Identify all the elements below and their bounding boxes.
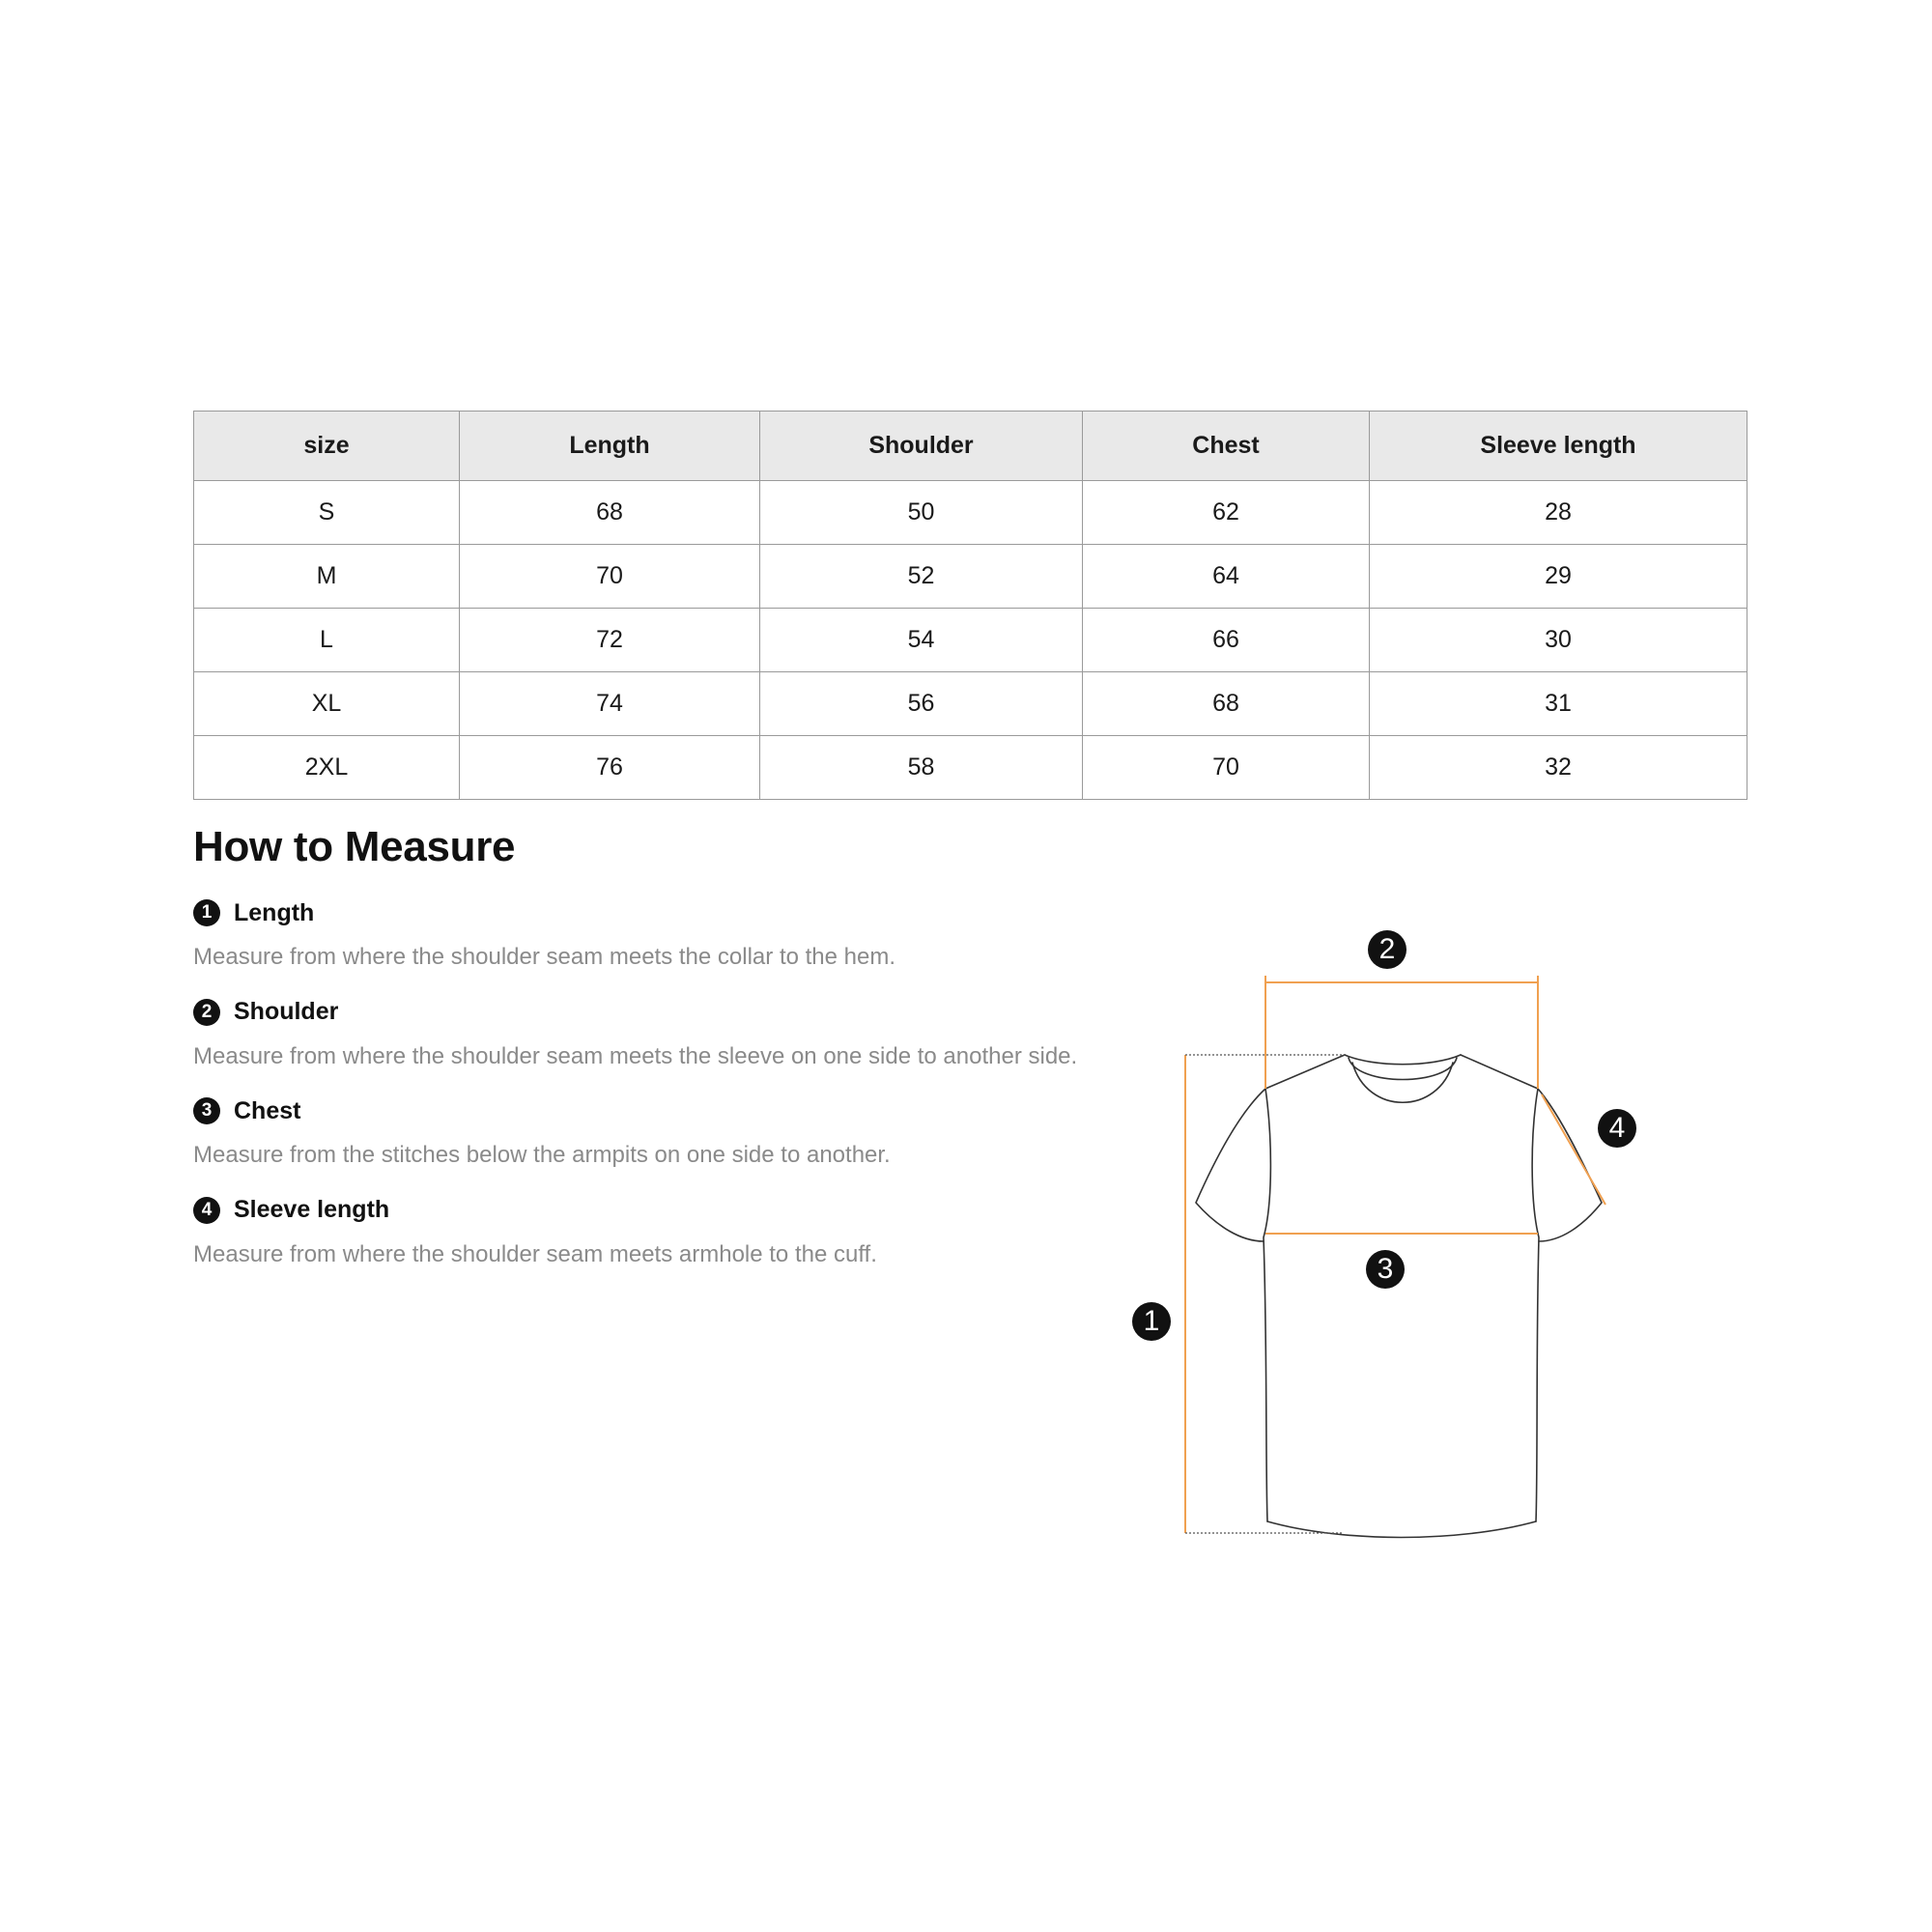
measure-item-length: [193, 894, 1159, 993]
table-row: [194, 609, 1747, 672]
measure-description: Measure from where the shoulder seam meets armhole to the cuff.: [193, 1240, 877, 1267]
number-three-icon: 3: [193, 1097, 220, 1124]
measure-name: Length: [234, 898, 315, 926]
cell-length: 68: [460, 481, 760, 545]
cell-chest: 62: [1083, 481, 1370, 545]
measure-description: Measure from where the shoulder seam meets the collar to the hem.: [193, 944, 896, 970]
cell-sleeve-length: 31: [1370, 672, 1747, 736]
measure-name: Shoulder: [234, 998, 339, 1025]
header-size: size: [194, 412, 460, 481]
measure-item-sleeve-length: [193, 1191, 1159, 1291]
marker-three-icon: 3: [1366, 1250, 1405, 1289]
measure-name: Chest: [234, 1096, 301, 1124]
cell-shoulder: 50: [760, 481, 1083, 545]
cell-chest: 70: [1083, 736, 1370, 800]
cell-length: 72: [460, 609, 760, 672]
measure-description: Measure from where the shoulder seam meets the sleeve on one side to another side.: [193, 1042, 1078, 1069]
tshirt-measurement-diagram: [1121, 923, 1662, 1560]
cell-sleeve-length: 29: [1370, 545, 1747, 609]
cell-length: 70: [460, 545, 760, 609]
tshirt-outline-icon: [1121, 923, 1662, 1560]
table-row: [194, 672, 1747, 736]
header-sleeve-length: Sleeve length: [1370, 412, 1747, 481]
cell-size: M: [194, 545, 460, 609]
table-header-row: [194, 412, 1747, 481]
how-to-measure-title: How to Measure: [193, 823, 516, 870]
header-length: Length: [460, 412, 760, 481]
table-row: [194, 736, 1747, 800]
cell-chest: 68: [1083, 672, 1370, 736]
cell-length: 76: [460, 736, 760, 800]
cell-sleeve-length: 32: [1370, 736, 1747, 800]
cell-shoulder: 52: [760, 545, 1083, 609]
cell-shoulder: 56: [760, 672, 1083, 736]
cell-sleeve-length: 28: [1370, 481, 1747, 545]
cell-chest: 66: [1083, 609, 1370, 672]
table-row: [194, 481, 1747, 545]
measure-name: Sleeve length: [234, 1196, 390, 1223]
number-four-icon: 4: [193, 1197, 220, 1224]
number-one-icon: 1: [193, 899, 220, 926]
cell-length: 74: [460, 672, 760, 736]
cell-shoulder: 58: [760, 736, 1083, 800]
cell-size: L: [194, 609, 460, 672]
size-chart-table: [193, 411, 1747, 800]
measure-item-chest: [193, 1092, 1159, 1191]
table-row: [194, 545, 1747, 609]
cell-sleeve-length: 30: [1370, 609, 1747, 672]
measure-instructions: [193, 894, 1159, 1290]
measure-item-shoulder: [193, 993, 1159, 1093]
cell-shoulder: 54: [760, 609, 1083, 672]
measure-description: Measure from the stitches below the armpits on one side to another.: [193, 1142, 891, 1168]
cell-size: XL: [194, 672, 460, 736]
header-shoulder: Shoulder: [760, 412, 1083, 481]
cell-chest: 64: [1083, 545, 1370, 609]
number-two-icon: 2: [193, 999, 220, 1026]
tshirt-outline: [1196, 1055, 1602, 1538]
cell-size: S: [194, 481, 460, 545]
cell-size: 2XL: [194, 736, 460, 800]
marker-two-icon: 2: [1368, 930, 1406, 969]
header-chest: Chest: [1083, 412, 1370, 481]
marker-four-icon: 4: [1598, 1109, 1636, 1148]
marker-one-icon: 1: [1132, 1302, 1171, 1341]
